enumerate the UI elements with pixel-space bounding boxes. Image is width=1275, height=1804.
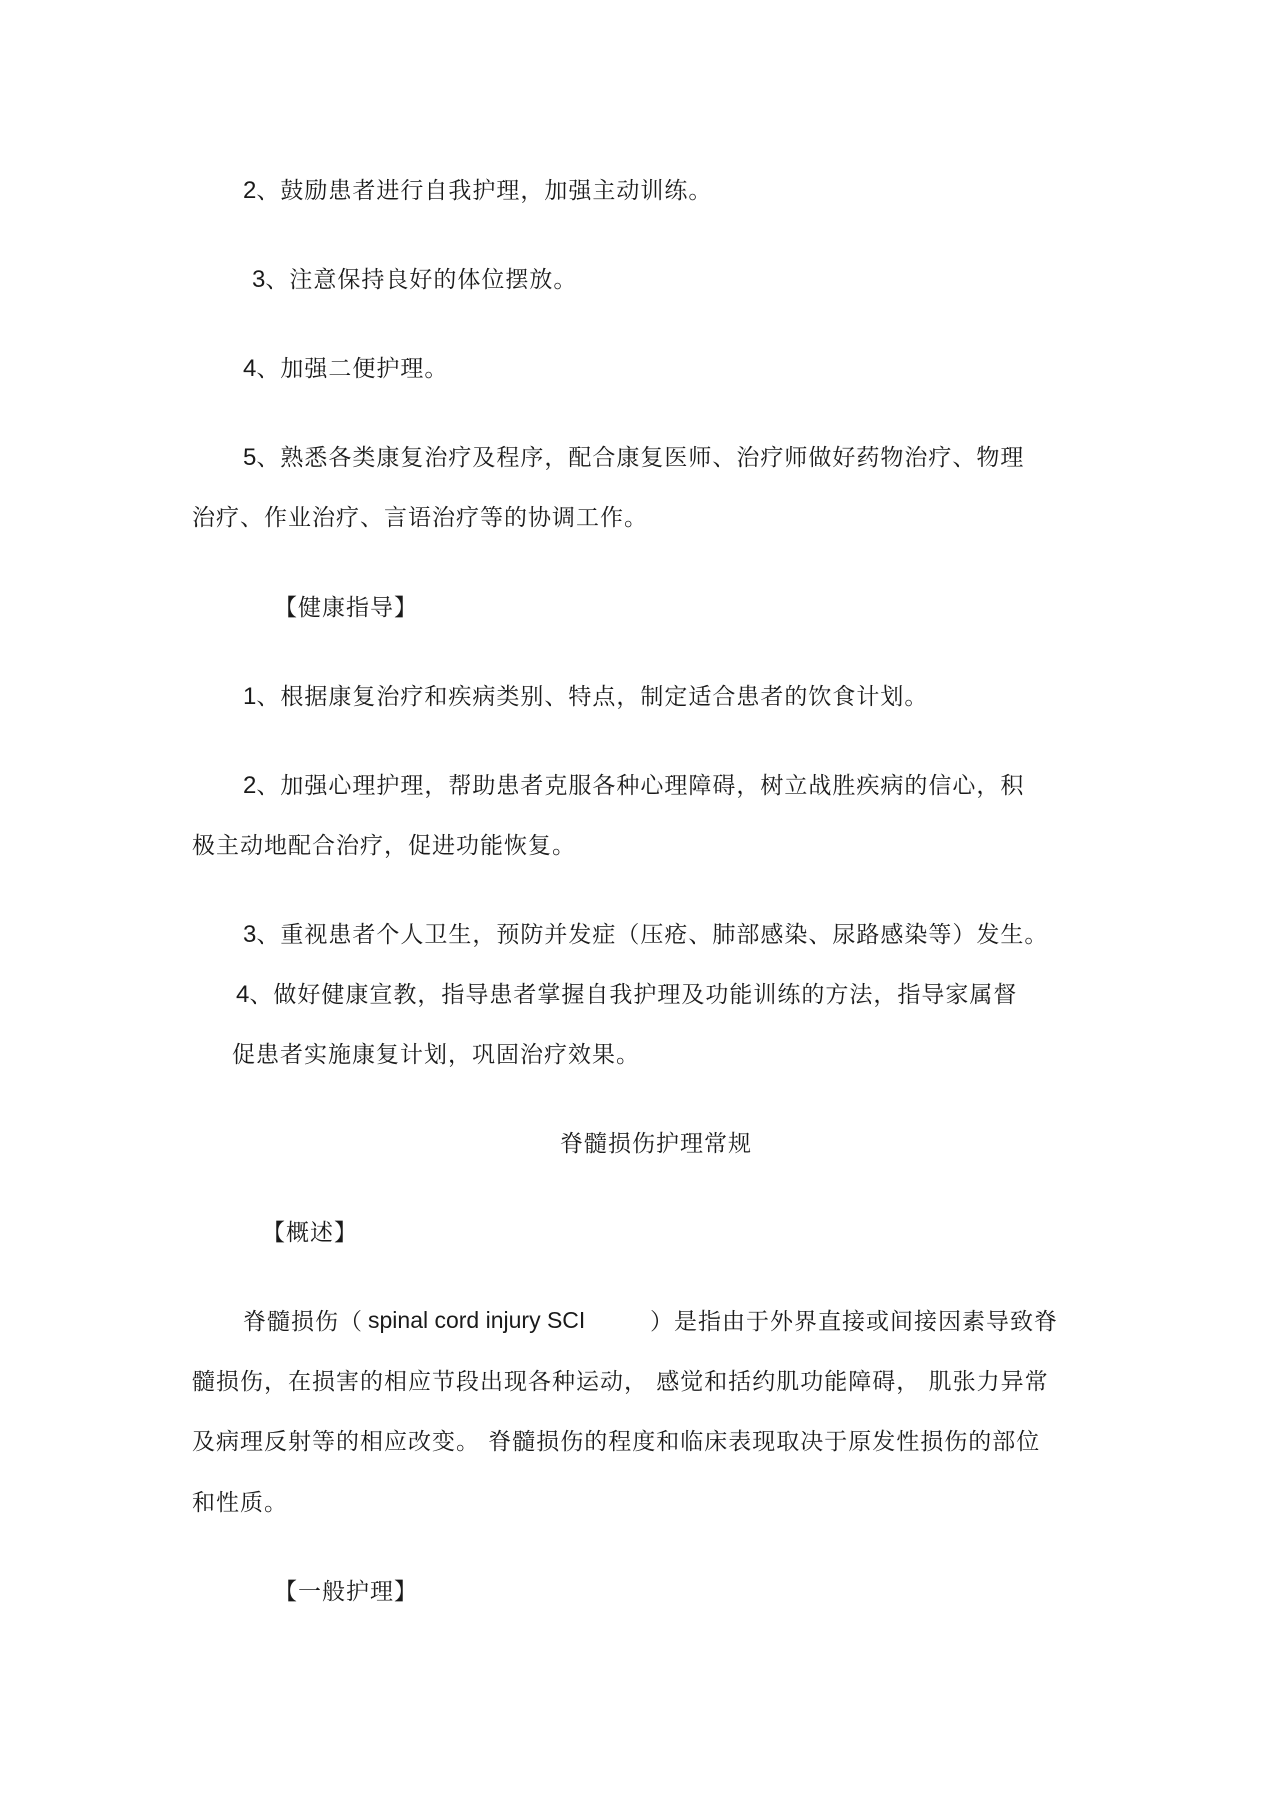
guidance-item-2-line-2 (192, 831, 576, 861)
item-number: 3 (252, 266, 266, 293)
overview-text-suffix: ）是指由于外界直接或间接因素导致脊 (650, 1309, 1058, 1335)
item-text: 、根据康复治疗和疾病类别、特点，制定适合患者的饮食计划。 (256, 684, 929, 710)
item-text: 促患者实施康复计划，巩固治疗效果。 (232, 1042, 640, 1068)
section-heading: 【健康指导】 (274, 595, 418, 621)
section-heading: 【概述】 (262, 1220, 358, 1246)
page-title: 脊髓损伤护理常规 (560, 1131, 752, 1157)
item-number: 2 (243, 772, 257, 799)
nursing-item-5-line-1 (243, 443, 1024, 473)
nursing-item-5-line-2 (192, 503, 648, 533)
nursing-item-2 (243, 176, 712, 206)
guidance-item-3 (243, 920, 1048, 950)
overview-text: 和性质。 (192, 1490, 288, 1516)
overview-line-4 (192, 1488, 288, 1518)
overview-text: 及病理反射等的相应改变。 脊髓损伤的程度和临床表现取决于原发性损伤的部位 (192, 1429, 1041, 1455)
item-text: 、加强心理护理，帮助患者克服各种心理障碍，树立战胜疾病的信心，积 (256, 773, 1025, 799)
overview-latin-term (368, 1305, 585, 1335)
item-number: 4 (243, 355, 257, 382)
section-heading: 【一般护理】 (274, 1579, 418, 1605)
section-title (560, 1129, 752, 1159)
overview-line-3 (192, 1427, 1040, 1457)
item-number: 3 (243, 921, 257, 948)
latin-term: spinal cord injury SCI (368, 1307, 586, 1333)
item-number: 5 (243, 444, 257, 471)
overview-text: 髓损伤，在损害的相应节段出现各种运动， 感觉和括约肌功能障碍， 肌张力异常 (192, 1369, 1049, 1395)
overview-heading (262, 1218, 358, 1248)
nursing-item-3 (252, 265, 577, 295)
overview-line-1 (243, 1307, 363, 1337)
nursing-item-4 (243, 354, 448, 384)
item-text: 极主动地配合治疗，促进功能恢复。 (192, 833, 576, 859)
item-text: 、加强二便护理。 (256, 356, 449, 382)
guidance-item-4-line-1 (236, 980, 1017, 1010)
item-text: 、鼓励患者进行自我护理，加强主动训练。 (256, 178, 713, 204)
item-text: 、做好健康宣教，指导患者掌握自我护理及功能训练的方法，指导家属督 (249, 982, 1018, 1008)
item-number: 2 (243, 177, 257, 204)
item-text: 、熟悉各类康复治疗及程序，配合康复医师、治疗师做好药物治疗、物理 (256, 445, 1025, 471)
item-text: 、注意保持良好的体位摆放。 (265, 267, 578, 293)
item-number: 4 (236, 981, 250, 1008)
guidance-item-1 (243, 682, 928, 712)
item-text: 、重视患者个人卫生，预防并发症（压疮、肺部感染、尿路感染等）发生。 (256, 922, 1049, 948)
health-guidance-heading (274, 593, 418, 623)
item-text: 治疗、作业治疗、言语治疗等的协调工作。 (192, 505, 648, 531)
guidance-item-2-line-1 (243, 771, 1024, 801)
overview-line-2 (192, 1367, 1049, 1397)
item-number: 1 (243, 683, 257, 710)
general-care-heading (274, 1577, 418, 1607)
overview-line-1-suffix (650, 1307, 1058, 1337)
guidance-item-4-line-2 (232, 1040, 640, 1070)
overview-text-prefix: 脊髓损伤（ (243, 1309, 363, 1335)
